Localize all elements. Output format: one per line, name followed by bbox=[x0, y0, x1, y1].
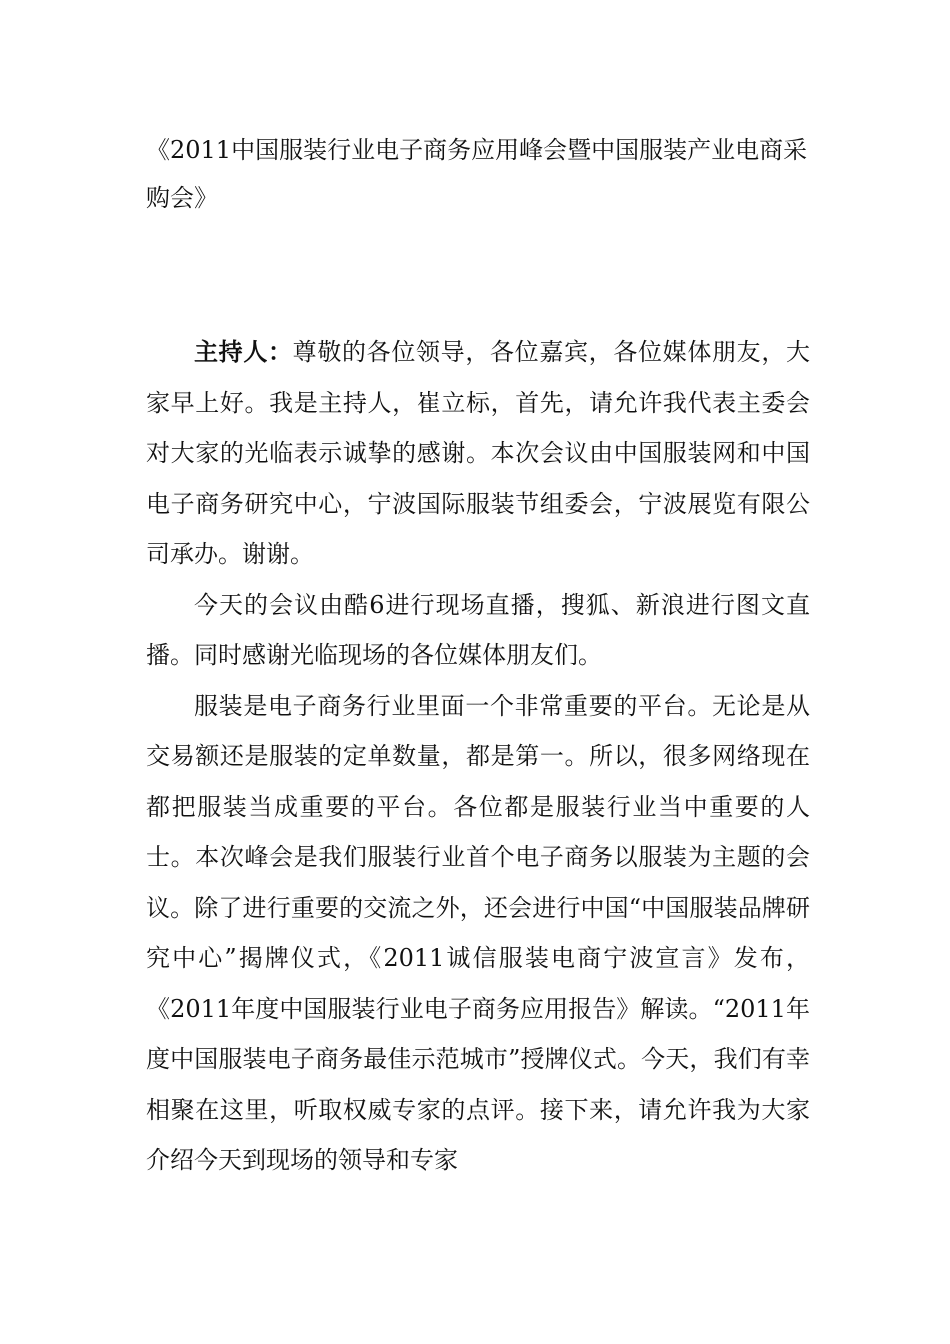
paragraph-broadcast bbox=[146, 580, 810, 681]
document-title: 《2011中国服装行业电子商务应用峰会暨中国服装产业电商采购会》 bbox=[146, 136, 808, 212]
paragraph-summit-overview bbox=[146, 681, 810, 1186]
paragraph-host-intro bbox=[146, 327, 810, 580]
paragraph-text: 服装是电子商务行业里面一个非常重要的平台。无论是从交易额还是服装的定单数量，都是第一。所以，很多网络现在都把服装当成重要的平台。各位都是服装行业当中重要的人士。本次峰会是我们服装行业首个电子商务以服装为主题的会议。除了进行重要的交流之外，还会进行中国“中国服装品牌研究中心”揭牌仪式，《2011诚信服装电商宁波宣言》发布，《2011年度中国服装行业电子商务应用报告》解读。“2011年度中国服装电子商务最佳示范城市”授牌仪式。今天，我们有幸相聚在这里，听取权威专家的点评。接下来，请允许我为大家介绍今天到现场的领导和专家 bbox=[146, 691, 810, 1174]
document-body bbox=[146, 327, 810, 1186]
paragraph-text: 尊敬的各位领导，各位嘉宾，各位媒体朋友，大家早上好。我是主持人，崔立标，首先，请允许我代表主委会对大家的光临表示诚挚的感谢。本次会议由中国服装网和中国电子商务研究中心，宁波国际服装节组委会，宁波展览有限公司承办。谢谢。 bbox=[146, 338, 811, 568]
paragraph-text: 今天的会议由酷6进行现场直播，搜狐、新浪进行图文直播。同时感谢光临现场的各位媒体朋友们。 bbox=[146, 590, 810, 669]
speaker-label: 主持人： bbox=[194, 337, 293, 366]
